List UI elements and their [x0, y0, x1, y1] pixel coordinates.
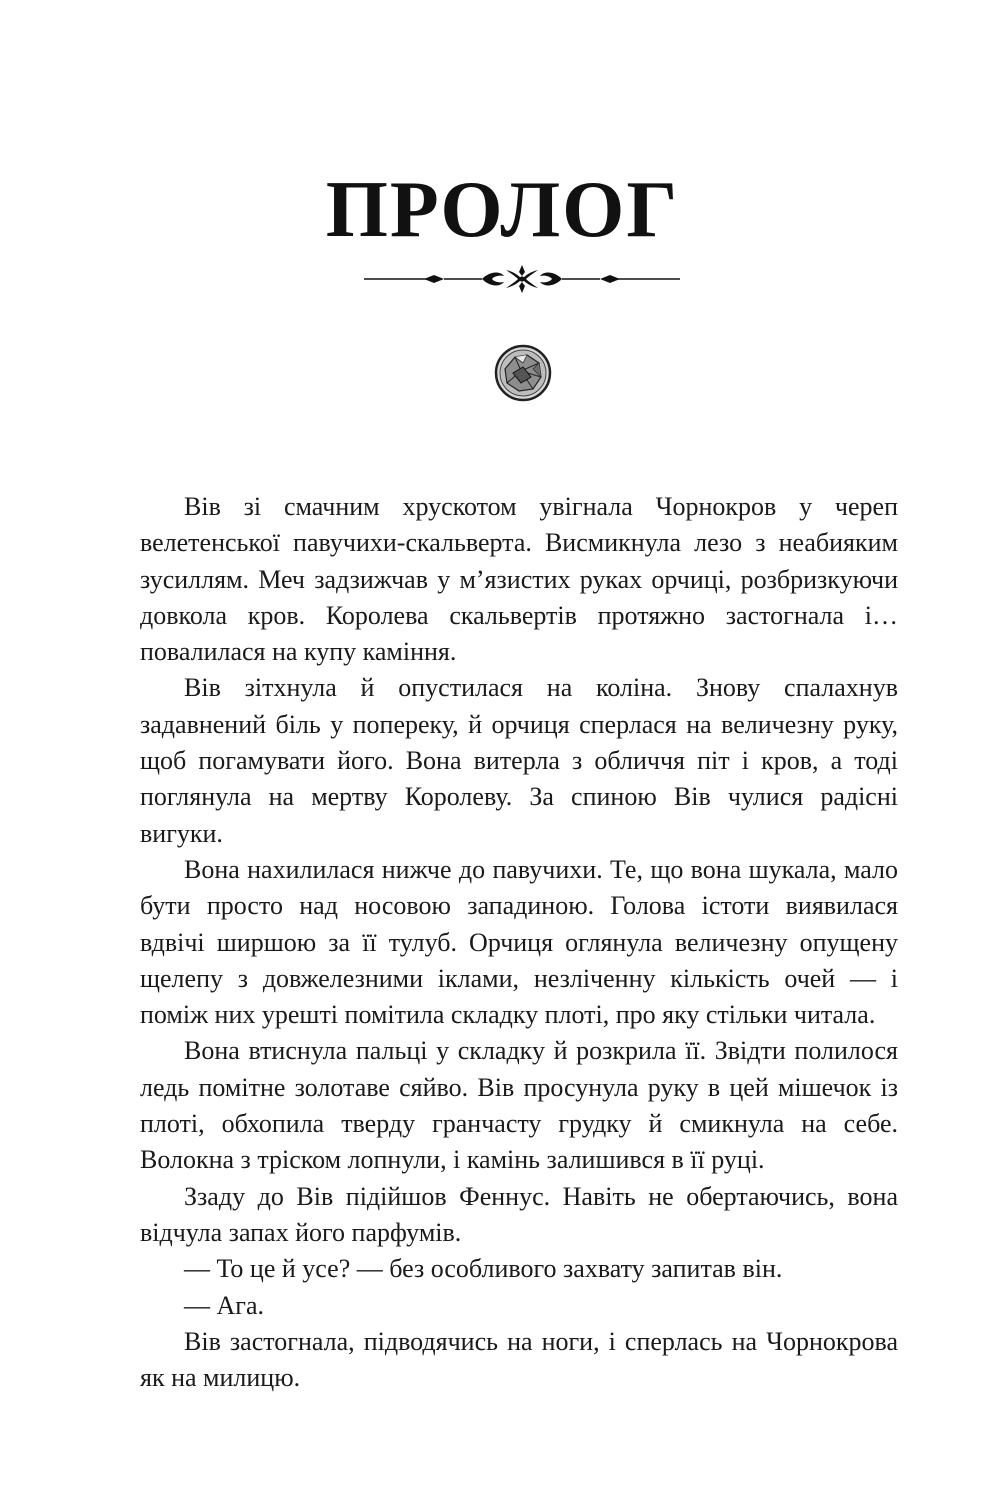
dialogue-line: — То це й усе? — без особливого захвату запитав він.	[184, 1254, 783, 1284]
dialogue-line: — Ага.	[184, 1290, 264, 1320]
paragraph: Ззаду до Вів підійшов Феннус. Навіть не обертаючись, вона відчула запах його парфумів.	[140, 1181, 898, 1247]
stone-medallion-icon	[493, 343, 553, 403]
flourish-divider-icon	[362, 262, 682, 296]
body-text	[140, 489, 898, 1396]
chapter-title: ПРОЛОГ	[325, 166, 680, 254]
paragraph: Вона нахилилася нижче до павучихи. Те, що вона шукала, мало бути просто над носовою западиною. Голова істоти виявилася вдвічі ширшою за її тулуб. Орчиця оглянула величезну опущену щелепу з довжелезними іклами, незліченну кількість очей — і поміж них урешті помітила складку плоті, про яку стільки читала.	[140, 854, 898, 1030]
paragraph: Вона втиснула пальці у складку й розкрила її. Звідти полилося ледь помітне золотаве сяйво. Вів просунула руку в цей мішечок із плоті, обхопила тверду гранчасту грудку й смикнула на себе. Волокна з тріском лопнули, і камінь залишився в її руці.	[140, 1036, 898, 1175]
paragraph: Вів зі смачним хрускотом увігнала Чорнокров у череп велетенської павучихи-скальверта. Висмикнула лезо з неабияким зусиллям. Меч задзижчав у м’язистих руках орчиці, розбризкуючи довкола кров. Королева скальвертів протяжно застогнала і… повалилася на купу каміння.	[140, 492, 898, 667]
paragraph: Вів застогнала, підводячись на ноги, і сперлась на Чорнокрова як на милицю.	[140, 1326, 898, 1393]
paragraph: Вів зітхнула й опустилася на коліна. Знову спалахнув задавнений біль у попереку, й орчиця сперлася на величезну руку, щоб погамувати його. Вона витерла з обличчя піт і кров, а тоді поглянула на мертву Королеву. За спиною Вів чулися радісні вигуки.	[140, 673, 898, 848]
